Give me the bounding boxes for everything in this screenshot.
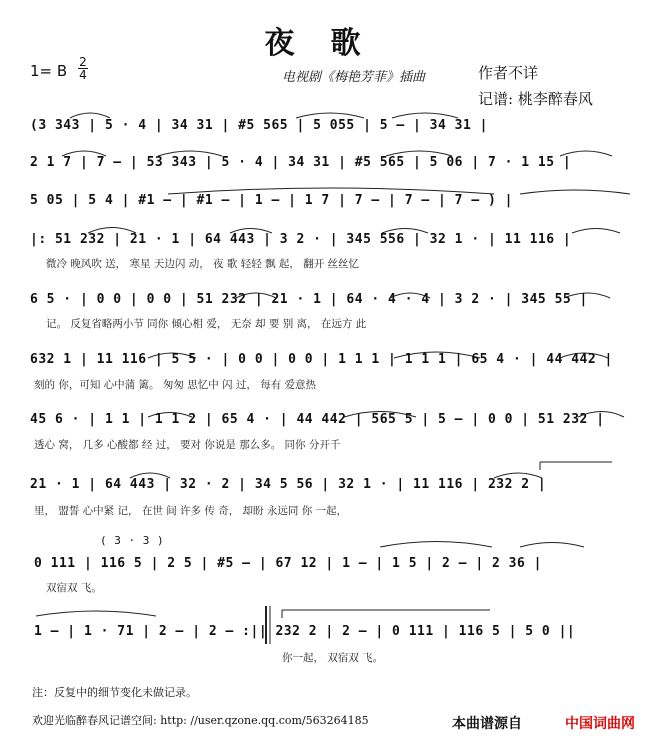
subtitle: 电视剧《梅艳芳菲》插曲 — [282, 70, 426, 85]
footnote: 注：反复中的细节变化未做记录。 — [32, 686, 197, 699]
score-line-10: 1 – | 1 · 71 | 2 – | 2 – :|| 232 2 | 2 – | 0 111 | 116 5 | 5 0 || — [34, 624, 576, 639]
score-line-1: (3 343 | 5 · 4 | 34 31 | #5 565 | 5 055 | 5 – | 34 31 | — [30, 118, 488, 133]
brand-logo: 中国词曲网 — [565, 716, 635, 732]
score-line-6: 632 1 | 11 116 | 5 5 · | 0 0 | 0 0 | 1 1 1 | 1 1 1 | 65 4 · | 44 442 | — [30, 352, 613, 367]
score-line-3: 5 05 | 5 4 | #1 – | #1 – | 1 – | 1 7 | 7 – | 7 – | 7 – ) | — [30, 193, 513, 208]
score-line-7: 45 6 · | 1 1 | 1 1 2 | 65 4 · | 44 442 | 565 5 | 5 – | 0 0 | 51 232 | — [30, 412, 605, 427]
source-label: 本曲谱源自 — [452, 716, 522, 732]
score-line-5: 6 5 · | 0 0 | 0 0 | 51 232 | 21 · 1 | 64 · 4 · 4 | 3 2 · | 345 55 | — [30, 292, 588, 307]
transcriber: 记谱: 桃李醉春风 — [478, 90, 593, 108]
lyric-line-9: 双宿双 飞。 — [46, 582, 102, 594]
lyric-line-7: 透心 窝， 几多 心酸都 经 过， 要对 你说是 那么多。 同你 分开千 — [34, 439, 341, 451]
meter-bottom: 4 — [79, 68, 87, 82]
meter-top: 2 — [79, 55, 87, 69]
score-line-8: 21 · 1 | 64 443 | 32 · 2 | 34 5 56 | 32 1 · | 11 116 | 232 2 | — [30, 477, 547, 492]
score-line-4: |: 51 232 | 21 · 1 | 64 443 | 3 2 · | 345 556 | 32 1 · | 11 116 | — [30, 232, 572, 247]
page-title: 夜歌 — [264, 26, 397, 61]
lyric-line-8: 里， 盟誓 心中紧 记， 在世 间 许多 传 奇， 却盼 永远同 你 一起， — [34, 505, 348, 517]
score-line-2: 2 1 7 | 7 – | 53 343 | 5 · 4 | 34 31 | #5 565 | 5 06 | 7 · 1 15 | — [30, 155, 572, 170]
lyric-line-6: 刻的 你，可知 心中蒲 篱。 匆匆 思忆中 闪 过， 每有 爱意热 — [34, 379, 317, 391]
triplet-mark: ( 3 · 3 ) — [100, 534, 165, 547]
lyric-line-5: 记。 反复省略两小节 同你 倾心相 爱， 无奈 却 要 别 离， 在远方 此 — [46, 318, 367, 330]
key-signature: 1= B — [30, 62, 68, 80]
lyric-line-4: 微冷 晚风吹 送， 寒星 天边闪 动， 夜 歌 轻轻 飘 起， 翻开 丝丝忆 — [46, 258, 360, 270]
time-signature — [78, 56, 88, 81]
lyricist: 作者不详 — [478, 64, 539, 82]
lyric-line-10: 你一起， 双宿双 飞。 — [282, 652, 384, 664]
footer-text: 欢迎光临醉春风记谱空间: http: //user.qzone.qq.com/563264185 — [32, 714, 369, 727]
score-line-9: 0 111 | 116 5 | 2 5 | #5 – | 67 12 | 1 – | 1 5 | 2 – | 2 36 | — [34, 556, 542, 571]
